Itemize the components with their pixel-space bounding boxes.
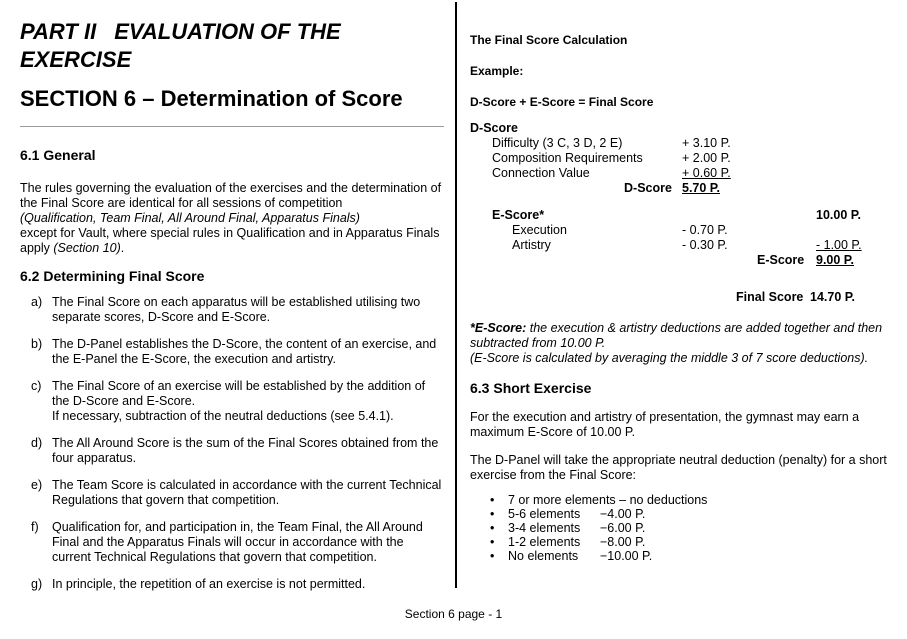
part-title (20, 18, 444, 74)
dscore-heading: D-Score (470, 121, 518, 135)
list-item: • 5-6 elements −4.00 P. (470, 507, 895, 521)
example-label: Example: (470, 64, 524, 78)
connection-row: Connection Value + 0.60 P. (492, 166, 731, 180)
list-item: g) In principle, the repetition of an exercise is not permitted. (31, 577, 366, 591)
general-text-ref: (Section 10) (53, 241, 121, 255)
list-item: c) The Final Score of an exercise will be established by the addition of the D-Score and E-Score. If necessary, subtraction of the neutral deductions (see 5.4.1). (31, 379, 426, 423)
section-title: SECTION 6 – Determination of Score (20, 86, 403, 111)
list-item: • No elements −10.00 P. (470, 549, 895, 563)
list-item: e) The Team Score is calculated in accordance with the current Technical Regulations that govern that competition. (31, 478, 442, 507)
artistry-row: Artistry - 0.30 P. - 1.00 P. (512, 238, 862, 252)
dscore-heading-row (470, 121, 895, 136)
dscore-total-row: D-Score 5.70 P. (624, 181, 721, 195)
deduction-list (470, 493, 895, 563)
difficulty-row: Difficulty (3 C, 3 D, 2 E) + 3.10 P. (492, 136, 731, 150)
execution-row: Execution - 0.70 P. (512, 223, 728, 237)
list-item: a) The Final Score on each apparatus will be established utilising two separate scores, D-Score and E-Score. (31, 295, 421, 324)
short-paragraph-1: For the execution and artistry of presentation, the gymnast may earn a maximum E-Score of 10.00 P. (470, 410, 860, 439)
general-text-3: except for Vault, where special rules in Qualification and in Apparatus Finals apply (20, 226, 440, 255)
escore-total-row: E-Score 9.00 P. (757, 253, 855, 267)
list-item: • 1-2 elements −8.00 P. (470, 535, 895, 549)
left-column (20, 18, 444, 592)
list-item: d) The All Around Score is the sum of the Final Scores obtained from the four apparatus. (31, 436, 439, 465)
horizontal-rule (20, 126, 444, 127)
score-rules-list (20, 295, 444, 592)
general-text-2: (Qualification, Team Final, All Around Final, Apparatus Finals) (20, 211, 360, 225)
part-label: PART II (20, 19, 97, 44)
page-footer: Section 6 page - 1 (404, 607, 503, 621)
short-paragraph-2: The D-Panel will take the appropriate neutral deduction (penalty) for a short exercise from the Final Score: (470, 453, 887, 482)
list-item: f) Qualification for, and participation in, the Team Final, the All Around Final and the Apparatus Finals will occur in accordance with the current Technical Regulations that govern that competition. (31, 520, 423, 564)
list-item: b) The D-Panel establishes the D-Score, the content of an exercise, and the E-Panel the E-Score, the execution and artistry. (31, 337, 437, 366)
general-heading: 6.1 General (20, 147, 96, 163)
formula: D-Score + E-Score = Final Score (470, 95, 654, 109)
column-divider (455, 2, 457, 588)
escore-note: *E-Score: the execution & artistry deductions are added together and then subtracted from 10.00 P. (E-Score is calculated by averaging the middle 3 of 7 score deductions). (470, 321, 883, 365)
list-item: • 3-4 elements −6.00 P. (470, 521, 895, 535)
calc-heading: The Final Score Calculation (470, 33, 628, 47)
list-item: • 7 or more elements – no deductions (470, 493, 895, 507)
short-exercise-heading: 6.3 Short Exercise (470, 380, 592, 396)
determining-heading: 6.2 Determining Final Score (20, 268, 205, 284)
score-calculation (470, 121, 895, 305)
general-text-end: . (120, 241, 125, 255)
composition-row: Composition Requirements + 2.00 P. (492, 151, 731, 165)
escore-heading-row: E-Score* 10.00 P. (492, 208, 861, 222)
part-heading: EVALUATION OF THE EXERCISE (20, 19, 341, 72)
right-column (470, 18, 895, 563)
general-paragraph (20, 181, 444, 256)
general-text-1: The rules governing the evaluation of the exercises and the determination of the Final Score are identical for all sessions of competition (20, 181, 442, 210)
final-score-row: Final Score 14.70 P. (736, 290, 855, 304)
